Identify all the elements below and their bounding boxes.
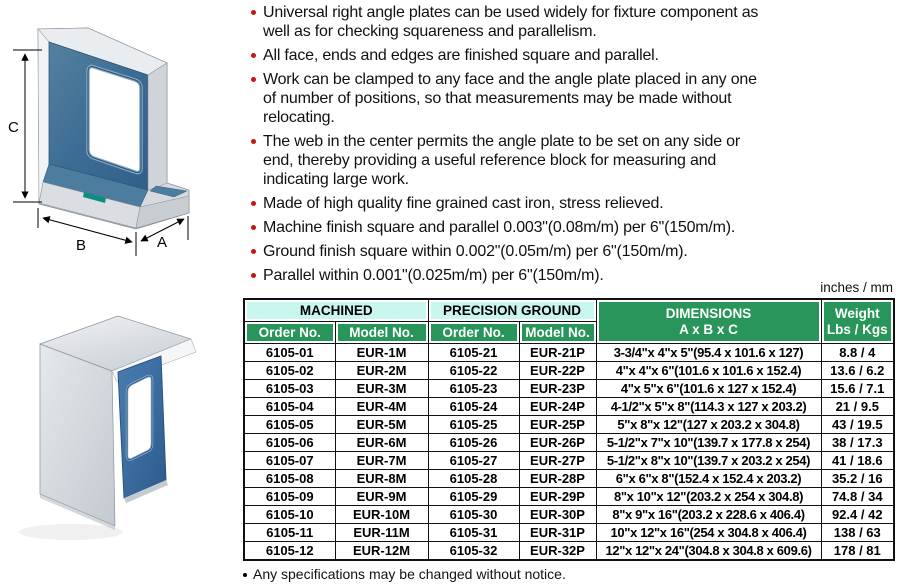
dim-label-a: A [157,234,168,251]
model-no-cell: EUR-26P [519,434,596,452]
angle-plate-iso-drawing [6,6,238,264]
order-no-cell: 6105-12 [244,542,335,561]
order-no-cell: 6105-04 [244,398,335,416]
col-header-dimensions [596,299,821,344]
table-row [244,380,894,398]
plate-body [38,28,189,229]
bullet-icon [251,53,256,58]
col-group-machined: MACHINED [244,299,428,322]
dimensions-cell: 3-3/4"x 4"x 5"(95.4 x 101.6 x 127) [596,344,821,362]
table-row [244,488,894,506]
table-row [244,524,894,542]
weight-cell: 8.8 / 4 [821,344,894,362]
table-row [244,416,894,434]
order-no-cell: 6105-22 [428,362,519,380]
order-no-cell: 6105-09 [244,488,335,506]
weight-cell: 38 / 17.3 [821,434,894,452]
plate-front-face [40,344,115,526]
model-no-cell: EUR-2M [335,362,428,380]
feature-item [250,3,762,41]
feature-list [250,3,762,290]
feature-text: Machine finish square and parallel 0.003"(0.08m/m) per 6"(150m/m). [263,219,736,236]
order-no-cell: 6105-02 [244,362,335,380]
col-header-order-no-ground: Order No. [428,322,519,344]
dimensions-cell: 5-1/2"x 7"x 10"(139.7 x 177.8 x 254) [596,434,821,452]
weight-cell: 74.8 / 34 [821,488,894,506]
model-no-cell: EUR-7M [335,452,428,470]
angle-plate-illustration-dimensioned [6,6,238,264]
dimensions-cell: 10"x 12"x 16"(254 x 304.8 x 406.4) [596,524,821,542]
weight-header-line1: Weight [834,306,880,321]
col-header-model-no-ground: Model No. [519,322,596,344]
feature-text: Parallel within 0.001"(0.025m/m) per 6"(150m/m). [263,267,604,284]
feature-text: The web in the center permits the angle plate to be set on any side or end, thereby providing a useful reference block for measuring and indicating large work. [263,133,740,188]
table-row [244,362,894,380]
spec-table [243,298,895,561]
order-no-cell: 6105-05 [244,416,335,434]
model-no-cell: EUR-12M [335,542,428,561]
order-no-cell: 6105-01 [244,344,335,362]
angle-plate-photo-drawing [16,308,226,578]
table-row [244,398,894,416]
feature-item [250,242,762,261]
weight-cell: 15.6 / 7.1 [821,380,894,398]
col-header-weight [821,299,894,344]
angle-plate-illustration-inverted [16,308,226,578]
model-no-cell: EUR-31P [519,524,596,542]
order-no-cell: 6105-03 [244,380,335,398]
bullet-icon [251,139,256,144]
col-header-model-no-machined: Model No. [335,322,428,344]
model-no-cell: EUR-24P [519,398,596,416]
weight-cell: 43 / 19.5 [821,416,894,434]
dimensions-header-line1: DIMENSIONS [665,306,752,321]
weight-cell: 178 / 81 [821,542,894,561]
model-no-cell: EUR-25P [519,416,596,434]
feature-text: All face, ends and edges are finished square and parallel. [263,47,659,64]
feature-item [250,218,762,237]
model-no-cell: EUR-29P [519,488,596,506]
feature-item [250,132,762,189]
feature-item [250,46,762,65]
dimensions-cell: 5-1/2"x 8"x 10"(139.7 x 203.2 x 254) [596,452,821,470]
col-group-precision-ground: PRECISION GROUND [428,299,596,322]
model-no-cell: EUR-8M [335,470,428,488]
order-no-cell: 6105-26 [428,434,519,452]
feature-text: Universal right angle plates can be used widely for fixture component as well as for checking squareness and parallelism. [263,4,759,40]
dimensions-cell: 5"x 8"x 12"(127 x 203.2 x 304.8) [596,416,821,434]
feature-text: Ground finish square within 0.002"(0.05m/m) per 6"(150m/m). [263,243,688,260]
dimensions-cell: 6"x 6"x 8"(152.4 x 152.4 x 203.2) [596,470,821,488]
table-row [244,470,894,488]
group-header-row [244,299,894,322]
weight-cell: 13.6 / 6.2 [821,362,894,380]
dimensions-cell: 4"x 4"x 6"(101.6 x 101.6 x 152.4) [596,362,821,380]
bullet-icon [251,249,256,254]
model-no-cell: EUR-11M [335,524,428,542]
bullet-icon [251,273,256,278]
units-label: inches / mm [820,280,893,295]
model-no-cell: EUR-22P [519,362,596,380]
col-header-order-no-machined: Order No. [244,322,335,344]
weight-cell: 41 / 18.6 [821,452,894,470]
table-row [244,542,894,561]
footnote-text: Any specifications may be changed without notice. [253,566,566,582]
order-no-cell: 6105-06 [244,434,335,452]
order-no-cell: 6105-23 [428,380,519,398]
bullet-icon [251,225,256,230]
weight-cell: 92.4 / 42 [821,506,894,524]
bullet-icon [251,10,256,15]
weight-cell: 35.2 / 16 [821,470,894,488]
order-no-cell: 6105-30 [428,506,519,524]
model-no-cell: EUR-23P [519,380,596,398]
model-no-cell: EUR-9M [335,488,428,506]
table-row [244,434,894,452]
order-no-cell: 6105-32 [428,542,519,561]
order-no-cell: 6105-21 [428,344,519,362]
table-row [244,452,894,470]
feature-text: Work can be clamped to any face and the angle plate placed in any one of number of positions, so that measurements may be made without relocating. [263,71,757,126]
model-no-cell: EUR-5M [335,416,428,434]
feature-item [250,194,762,213]
order-no-cell: 6105-08 [244,470,335,488]
model-no-cell: EUR-6M [335,434,428,452]
model-no-cell: EUR-28P [519,470,596,488]
order-no-cell: 6105-31 [428,524,519,542]
model-no-cell: EUR-3M [335,380,428,398]
weight-cell: 21 / 9.5 [821,398,894,416]
order-no-cell: 6105-27 [428,452,519,470]
model-no-cell: EUR-32P [519,542,596,561]
plate-right-face [148,63,167,190]
dimensions-cell: 4"x 5"x 6"(101.6 x 127 x 152.4) [596,380,821,398]
order-no-cell: 6105-24 [428,398,519,416]
model-no-cell: EUR-4M [335,398,428,416]
model-no-cell: EUR-30P [519,506,596,524]
weight-header-line2: Lbs / Kgs [826,321,888,337]
model-no-cell: EUR-1M [335,344,428,362]
plate-body [40,316,196,530]
bullet-icon [243,573,247,577]
web-opening [127,376,152,460]
weight-cell: 138 / 63 [821,524,894,542]
order-no-cell: 6105-28 [428,470,519,488]
order-no-cell: 6105-29 [428,488,519,506]
order-no-cell: 6105-11 [244,524,335,542]
model-no-cell: EUR-21P [519,344,596,362]
bullet-icon [251,201,256,206]
model-no-cell: EUR-10M [335,506,428,524]
feature-text: Made of high quality fine grained cast iron, stress relieved. [263,195,664,212]
table-row [244,344,894,362]
dimensions-header-line2: A x B x C [679,321,738,337]
web-opening [88,67,141,173]
dimensions-cell: 4-1/2"x 5"x 8"(114.3 x 127 x 203.2) [596,398,821,416]
feature-item [250,70,762,127]
dimensions-cell: 8"x 10"x 12"(203.2 x 254 x 304.8) [596,488,821,506]
bullet-icon [251,77,256,82]
dim-label-b: B [76,237,87,254]
dimensions-cell: 8"x 9"x 16"(203.2 x 228.6 x 406.4) [596,506,821,524]
order-no-cell: 6105-25 [428,416,519,434]
table-row [244,506,894,524]
dim-label-c: C [8,119,19,136]
order-no-cell: 6105-10 [244,506,335,524]
model-no-cell: EUR-27P [519,452,596,470]
order-no-cell: 6105-07 [244,452,335,470]
footnote [243,566,566,582]
dimensions-cell: 12"x 12"x 24"(304.8 x 304.8 x 609.6) [596,542,821,561]
